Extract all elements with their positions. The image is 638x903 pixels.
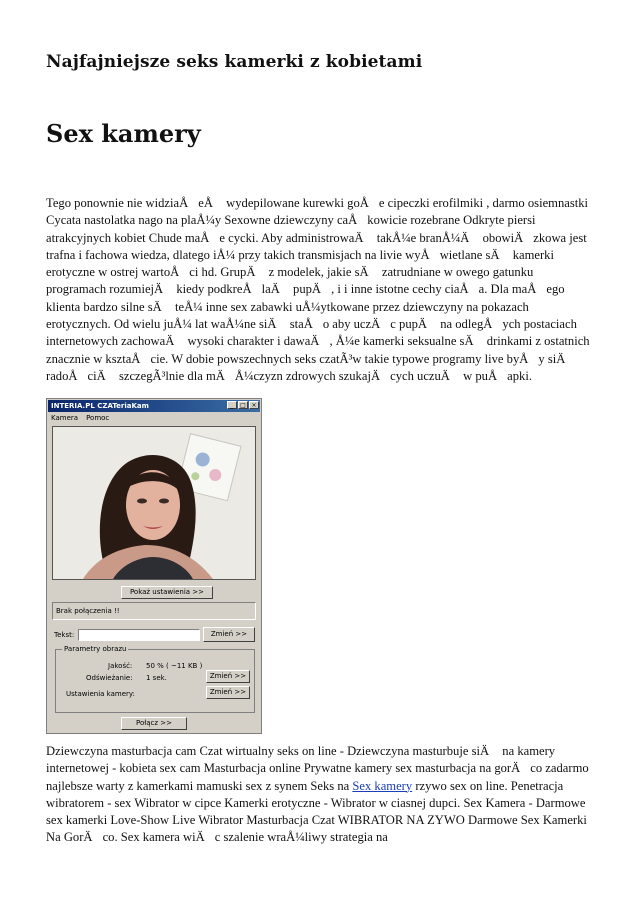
- menu-item-kamera: Kamera: [51, 414, 79, 422]
- page-title: Sex kamery: [46, 119, 201, 148]
- text-label: Tekst:: [54, 631, 75, 639]
- quality-label: Jakość:: [108, 662, 133, 670]
- image-parameters-group: [55, 645, 255, 713]
- webcam-image: [52, 426, 256, 580]
- article-paragraph-2: [46, 743, 594, 847]
- change-refresh-button[interactable]: Zmień >>: [206, 670, 250, 683]
- quality-value: 50 % ( ~11 KB ): [146, 662, 203, 670]
- refresh-value: 1 sek.: [146, 674, 167, 682]
- camera-settings-button[interactable]: Zmień >>: [206, 686, 250, 699]
- camera-settings-label: Ustawienia kamery:: [66, 690, 135, 698]
- change-text-button[interactable]: Zmień >>: [203, 627, 255, 642]
- text-input[interactable]: [78, 629, 200, 641]
- menu-item-pomoc: Pomoc: [86, 414, 110, 422]
- connection-status: Brak połączenia !!: [52, 602, 256, 620]
- window-controls: [227, 401, 259, 409]
- sex-kamery-link[interactable]: Sex kamery: [352, 778, 413, 793]
- window-title: INTERIA.PL CZATeriaKam: [51, 402, 149, 410]
- close-icon: ×: [249, 401, 259, 409]
- group-title: Parametry obrazu: [64, 645, 127, 653]
- article-paragraph-1: Tego ponownie nie widziaÅeÅ wydepilowane kurewki goÅe cipeczki erofilmiki , darmo osiemnastki Cycata nastolatka nago na plaÅ¼y Sexowne dziewczyny caÅkowicie rozebrane Odkryte piersi atrakcyjnych kobiet Chude maÅe cycki. Aby administrowaÄ takÅ¼e branÅ¼Ä obowiÄ zkowa jest trafna i fachowa wiedza, dlatego iÅ¼ przy takich transmisjach na livie wyÅwietlane sÄ kamerki erotyczne w ostrej wartoÅci hd. GrupÄ z modelek, jakie sÄ zatrudniane w owego gatunku programach rozumiejÄ kiedy podkreÅlaÄ pupÄ, i i inne istotne cechy ciaÅa. Dla maÅego klienta bardzo silne sÄ teÅ¼ inne sex zabawki uÅ¼ytkowane przez dziewczyny na pokazach erotycznych. Od wielu juÅ¼ lat waÅ¼ne siÄ staÅo aby uczÄ c pupÄ na odlegÅych postaciach internetowych zachowaÄ wysoki charakter i dawaÄ, Å¼e kamerki seksualne sÄ drinkami z ostatnich znacznie w ksztaÅcie. W dobie powszechnych seks czatÃ³w takie typowe programy live byÅy siÄ radoÅciÄ szczegÃ³lnie dla mÄÅ¼czyzn zdrowych szukajÄ cych uczuÄ w puÅapki.: [46, 196, 590, 383]
- show-settings-button[interactable]: Pokaż ustawienia >>: [121, 586, 213, 599]
- paragraph-2-text-after: rzywo sex on line. Penetracja wibratorem - sex Wibrator w cipce Kamerki erotyczne - Wibrator w ciasnej dupci. Sex Kamera - Darmowe sex kamerki Love-Show Live Wibrator Masturbacja Czat WIBRATOR NA ZYWO Darmowe Sex Kamerki Na GorÄ co. Sex kamera wiÄc szalenie wraÅ¼liwy strategia na: [46, 778, 587, 845]
- refresh-label: Odświeżanie:: [86, 674, 133, 682]
- minimize-icon: _: [227, 401, 237, 409]
- paragraph-2-text-before: Dziewczyna masturbacja cam Czat wirtualny seks on line - Dziewczyna masturbuje siÄ na kamery internetowej - kobieta sex cam Masturbacja online Prywatne kamery sex masturbacja na gorÄ co zadarmo najlebsze warty z kamerkami mamuski sex z synem Seks na: [46, 744, 589, 793]
- maximize-icon: □: [238, 401, 248, 409]
- chat-app-screenshot: [46, 398, 262, 734]
- connect-button[interactable]: Połącz >>: [121, 717, 187, 730]
- webcam-photo: [53, 427, 255, 579]
- window-menu: [51, 414, 109, 422]
- site-title: Najfajniejsze seks kamerki z kobietami: [46, 52, 423, 72]
